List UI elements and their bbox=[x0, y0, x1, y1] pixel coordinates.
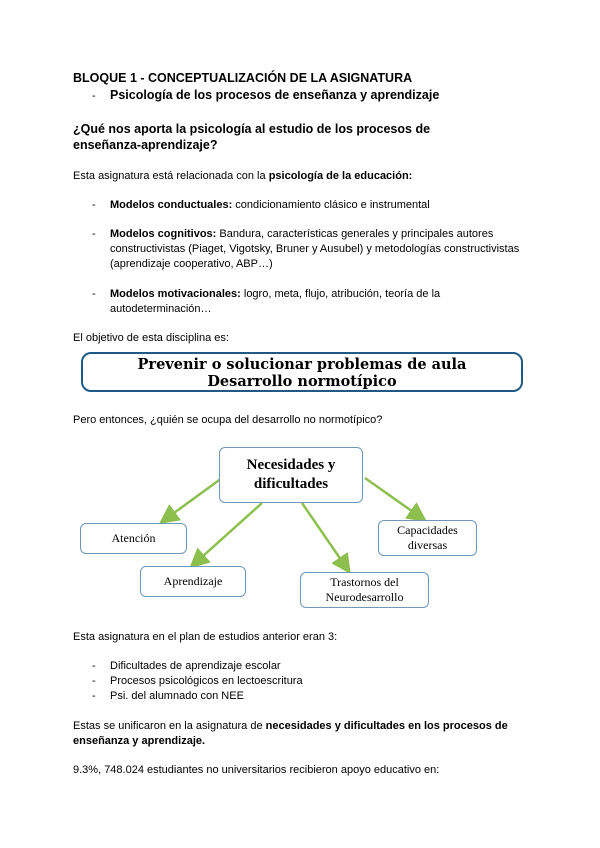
banner-line-1: Prevenir o solucionar problemas de aula bbox=[137, 356, 467, 373]
node-trastornos bbox=[300, 572, 429, 608]
dash: - bbox=[92, 660, 96, 672]
unified-bold-2: enseñanza y aprendizaje. bbox=[73, 735, 206, 747]
objective-text: El objetivo de esta disciplina es: bbox=[73, 332, 229, 344]
dash: - bbox=[92, 199, 96, 211]
plan-text: Esta asignatura en el plan de estudios anterior eran 3: bbox=[73, 631, 338, 643]
arrow-to-trastornos bbox=[302, 503, 348, 570]
question-line-2: enseñanza-aprendizaje? bbox=[73, 138, 218, 152]
model-text: condicionamiento clásico e instrumental bbox=[232, 199, 430, 211]
node-atencion-label: Atención bbox=[111, 531, 156, 545]
intro-bold: psicología de la educación: bbox=[268, 170, 413, 182]
plan-item: Psi. del alumnado con NEE bbox=[110, 690, 244, 702]
arrow-to-capacidades bbox=[365, 478, 423, 519]
arrow-to-aprendizaje bbox=[193, 503, 262, 565]
dash: - bbox=[92, 288, 96, 300]
stats-paragraph bbox=[73, 763, 439, 778]
unified-paragraph bbox=[73, 719, 508, 734]
model-label: Modelos conductuales: bbox=[110, 199, 233, 211]
node-capacidades-line-1: Capacidades bbox=[397, 523, 458, 537]
node-main-line-1: Necesidades y bbox=[246, 457, 336, 473]
unified-bold-1: necesidades y dificultades en los procesos de bbox=[265, 720, 508, 732]
dash: - bbox=[92, 675, 96, 687]
node-capacidades bbox=[378, 520, 477, 556]
node-atencion bbox=[80, 523, 187, 554]
dash: - bbox=[92, 90, 96, 102]
model-text-line: (aprendizaje cooperativo, ABP…) bbox=[110, 258, 273, 270]
unified-text: Estas se unificaron en la asignatura de bbox=[73, 720, 266, 732]
node-aprendizaje bbox=[140, 566, 246, 597]
node-main-line-2: dificultades bbox=[253, 476, 329, 492]
dash: - bbox=[92, 228, 96, 240]
stats-text: , 748.024 estudiantes no universitarios recibieron apoyo educativo en: bbox=[98, 764, 440, 776]
plan-item: Dificultades de aprendizaje escolar bbox=[110, 660, 281, 672]
node-aprendizaje-label: Aprendizaje bbox=[163, 574, 223, 588]
node-trastornos-line-2: Neurodesarrollo bbox=[325, 590, 404, 604]
model-text-line: constructivistas (Piaget, Vigotsky, Bruner y Ausubel) y metodologías constructivistas bbox=[110, 243, 520, 255]
question-2: Pero entonces, ¿quién se ocupa del desarrollo no normotípico? bbox=[73, 414, 383, 426]
question-line-1: ¿Qué nos aporta la psicología al estudio de los procesos de bbox=[73, 122, 431, 136]
dash: - bbox=[92, 690, 96, 702]
banner-line-2: Desarrollo normotípico bbox=[207, 373, 397, 390]
block-title: BLOQUE 1 - CONCEPTUALIZACIÓN DE LA ASIGNATURA bbox=[73, 71, 413, 85]
model-label: Modelos cognitivos: bbox=[110, 228, 217, 240]
stats-pct: 9.3% bbox=[73, 764, 99, 776]
plan-item: Procesos psicológicos en lectoescritura bbox=[110, 675, 303, 687]
node-necesidades bbox=[219, 447, 363, 503]
model-text: logro, meta, flujo, atribución, teoría de la bbox=[240, 288, 441, 300]
model-text-line: autodeterminación… bbox=[110, 303, 212, 315]
intro-text: Esta asignatura está relacionada con la bbox=[73, 170, 269, 182]
node-capacidades-line-2: diversas bbox=[407, 538, 448, 552]
model-label: Modelos motivacionales: bbox=[110, 288, 241, 300]
arrow-to-atencion bbox=[163, 478, 222, 521]
block-subtitle: Psicología de los procesos de enseñanza y aprendizaje bbox=[110, 88, 440, 102]
node-trastornos-line-1: Trastornos del bbox=[330, 575, 399, 589]
model-text: Bandura, características generales y principales autores bbox=[216, 228, 494, 240]
